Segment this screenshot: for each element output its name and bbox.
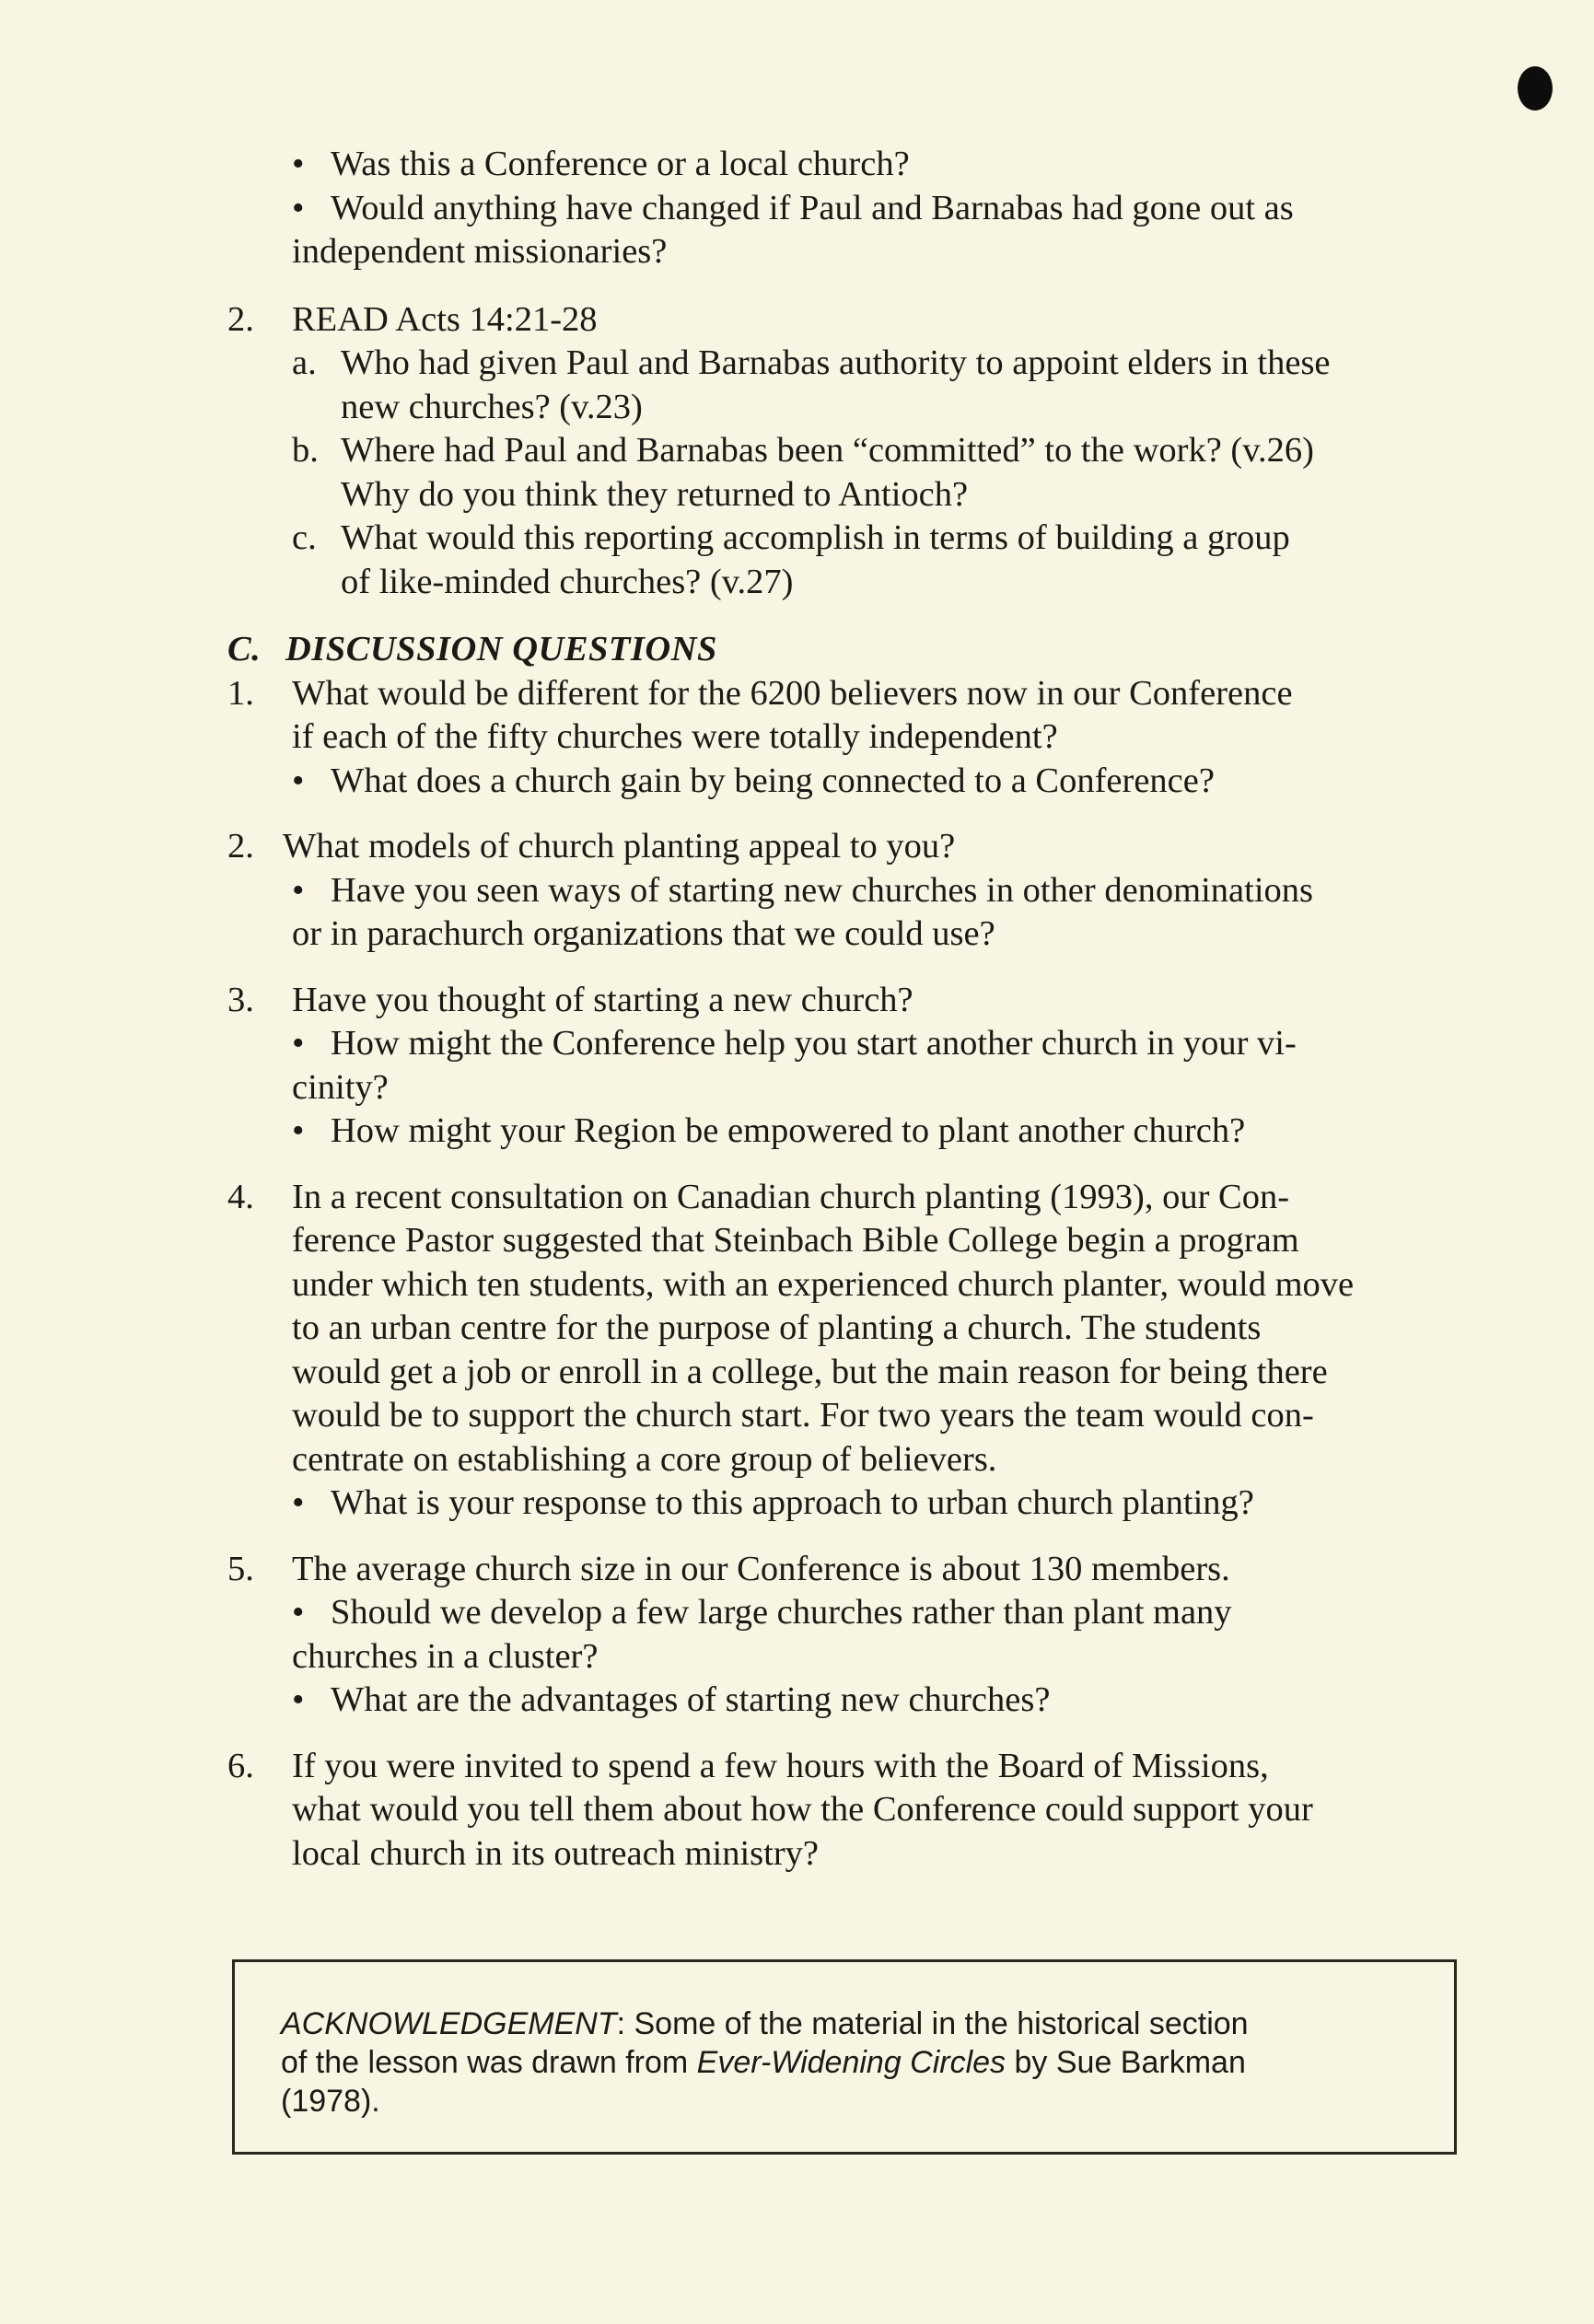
question-item: 5. The average church size in our Conference is about 130 members.: [227, 1548, 1461, 1592]
bullet-continuation: or in parachurch organizations that we could use?: [292, 914, 995, 953]
sub-item-a: a. Who had given Paul and Barnabas authority to appoint elders in these new churches? (v.23): [292, 343, 1331, 426]
bullet-item: • Would anything have changed if Paul and Barnabas had gone out as: [292, 188, 1294, 227]
section-heading: C. DISCUSSION QUESTIONS: [227, 630, 717, 668]
bullet-item: • Was this a Conference or a local church?: [292, 145, 910, 183]
question-item: 3. Have you thought of starting a new church?: [227, 979, 1461, 1023]
item-number: 5.: [227, 1549, 254, 1588]
bullet-item: • Should we develop a few large churches rather than plant many: [292, 1593, 1232, 1632]
item-number: 6.: [227, 1746, 254, 1785]
acknowledgement-box: [232, 1959, 1457, 2155]
bullet-item: • Have you seen ways of starting new churches in other denominations: [292, 870, 1314, 910]
acknowledgement-line: ACKNOWLEDGEMENT: Some of the material in the historical section: [281, 2006, 1249, 2041]
document-body: [227, 143, 1461, 1876]
bullet-continuation: churches in a cluster?: [292, 1636, 599, 1676]
item-number: 2.: [227, 299, 254, 339]
sub-item-b: b. Where had Paul and Barnabas been “committed” to the work? (v.26) Why do you think they returned to Antioch?: [292, 431, 1314, 514]
acknowledgement-line: of the lesson was drawn from Ever-Widening Circles by Sue Barkman: [281, 2045, 1246, 2080]
question-item: 2. READ Acts 14:21-28: [227, 298, 1461, 343]
item-number: 3.: [227, 980, 254, 1019]
bullet-item: • What are the advantages of starting new churches?: [292, 1680, 1051, 1719]
bullet-item: • What is your response to this approach to urban church planting?: [292, 1483, 1254, 1522]
question-item: 2. What models of church planting appeal to you?: [227, 825, 1461, 869]
question-item: 4. In a recent consultation on Canadian church planting (1993), our Con- ference Pastor suggested that Steinbach Bible College begin a program under which ten students, with an experienced church planter, would move to an urban centre for the purpose of planting a church. The students would get a job or enroll in a college, but the main reason for being there would be to support the church start. For two years the team would con- centrate on establishing a core group of believers.: [227, 1177, 1355, 1479]
book-title: Ever-Widening Circles: [696, 2045, 1006, 2080]
binder-hole-mark: [1518, 66, 1553, 110]
bullet-continuation: cinity?: [292, 1067, 389, 1107]
item-number: 1.: [227, 673, 254, 713]
question-item: 6. If you were invited to spend a few hours with the Board of Missions, what would you tell them about how the Conference could support your local church in its outreach ministry?: [227, 1746, 1313, 1873]
sub-item-c: c. What would this reporting accomplish in terms of building a group of like-minded churches? (v.27): [292, 518, 1290, 601]
item-number: 4.: [227, 1177, 254, 1216]
bullet-item: • How might the Conference help you start another church in your vi-: [292, 1024, 1297, 1063]
question-item: 1. What would be different for the 6200 believers now in our Conference if each of the fifty churches were totally independent?: [227, 673, 1293, 756]
item-number: 2.: [227, 827, 254, 866]
bullet-item: • What does a church gain by being connected to a Conference?: [292, 761, 1215, 800]
bullet-continuation: independent missionaries?: [292, 232, 668, 271]
acknowledgement-line: (1978).: [281, 2084, 380, 2119]
bullet-item: • How might your Region be empowered to plant another church?: [292, 1111, 1246, 1150]
